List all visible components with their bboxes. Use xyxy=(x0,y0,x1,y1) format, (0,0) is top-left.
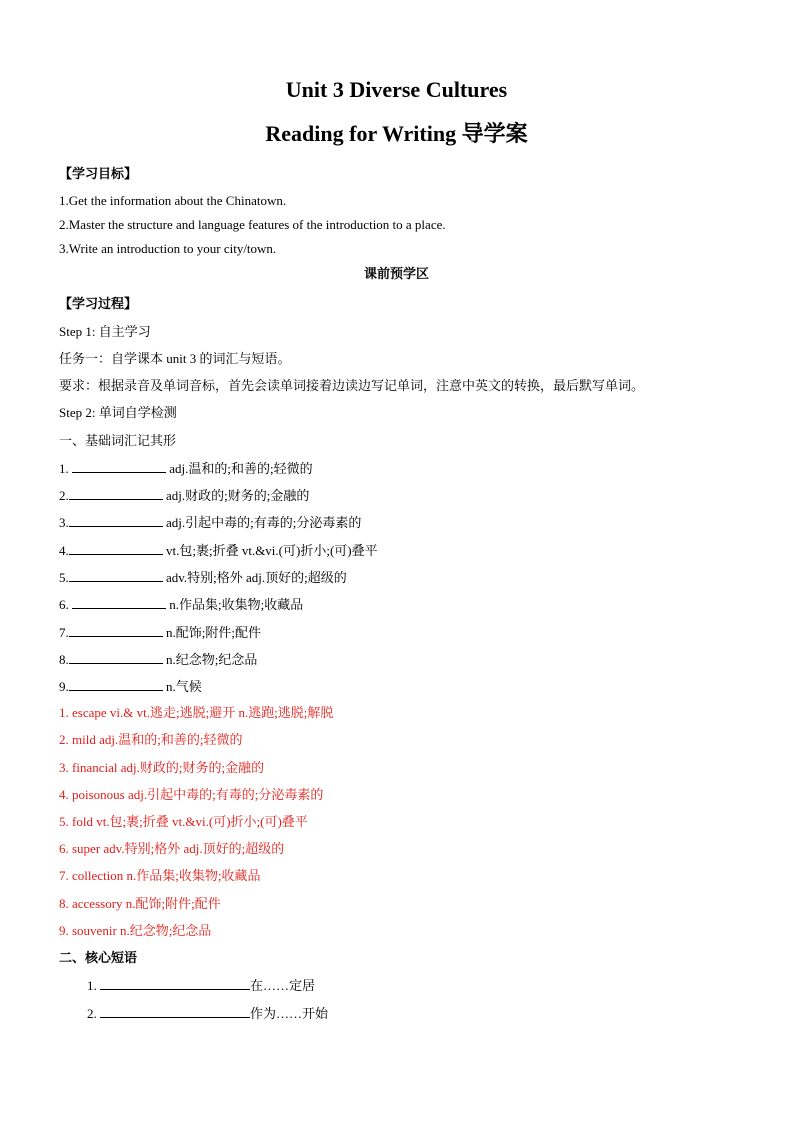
page-subtitle: Reading for Writing 导学案 xyxy=(265,121,528,146)
vocab-answer-blank[interactable] xyxy=(69,624,163,637)
step2-label: Step 2: 单词自学检测 xyxy=(59,405,177,420)
vocab-blank-row: 6. n.作品集;收集物;收藏品 xyxy=(59,597,304,612)
vocab-answer-line: 5. fold vt.包;裹;折叠 vt.&vi.(可)折小;(可)叠平 xyxy=(59,814,308,829)
phrase-row: 1. 在……定居 xyxy=(87,978,316,993)
vocab-answer-line: 9. souvenir n.纪念物;纪念品 xyxy=(59,923,212,938)
vocab-answer-blank[interactable] xyxy=(72,596,166,609)
objective-item: 3.Write an introduction to your city/town. xyxy=(59,241,277,256)
requirement-text: 要求：根据录音及单词音标，首先会读单词接着边读边写记单词，注意中英文的转换，最后默写单词。 xyxy=(59,378,645,393)
part1-heading: 一、基础词汇记其形 xyxy=(59,433,177,448)
vocab-answer-line: 7. collection n.作品集;收集物;收藏品 xyxy=(59,868,261,883)
vocab-answer-blank[interactable] xyxy=(69,542,163,555)
phrase-answer-blank[interactable] xyxy=(100,1005,250,1018)
vocab-blank-row: 3. adj.引起中毒的;有毒的;分泌毒素的 xyxy=(59,515,362,530)
vocab-answer-blank[interactable] xyxy=(69,514,163,527)
process-heading: 【学习过程】 xyxy=(59,296,138,311)
phrase-row: 2. 作为……开始 xyxy=(87,1006,329,1021)
vocab-answer-line: 4. poisonous adj.引起中毒的;有毒的;分泌毒素的 xyxy=(59,787,324,802)
page-title: Unit 3 Diverse Cultures xyxy=(285,77,508,102)
vocab-blank-row: 4. vt.包;裹;折叠 vt.&vi.(可)折小;(可)叠平 xyxy=(59,543,378,558)
objective-item: 2.Master the structure and language features of the introduction to a place. xyxy=(59,217,446,232)
vocab-blank-row: 8. n.纪念物;纪念品 xyxy=(59,652,258,667)
vocab-blank-row: 2. adj.财政的;财务的;金融的 xyxy=(59,488,310,503)
vocab-answer-blank[interactable] xyxy=(69,487,163,500)
phrases-heading: 二、核心短语 xyxy=(59,950,138,965)
vocab-answer-line: 8. accessory n.配饰;附件;配件 xyxy=(59,896,221,911)
phrase-answer-blank[interactable] xyxy=(100,977,250,990)
vocab-answer-line: 1. escape vi.& vt.逃走;逃脱;避开 n.逃跑;逃脱;解脱 xyxy=(59,705,334,720)
vocab-blank-row: 5. adv.特别;格外 adj.顶好的;超级的 xyxy=(59,570,347,585)
vocab-answer-blank[interactable] xyxy=(69,569,163,582)
vocab-blank-row: 1. adj.温和的;和善的;轻微的 xyxy=(59,461,313,476)
section-heading-preview: 课前预学区 xyxy=(363,266,429,281)
vocab-answer-blank[interactable] xyxy=(69,651,163,664)
vocab-answer-line: 2. mild adj.温和的;和善的;轻微的 xyxy=(59,732,243,747)
vocab-answer-blank[interactable] xyxy=(69,678,163,691)
vocab-answer-line: 6. super adv.特别;格外 adj.顶好的;超级的 xyxy=(59,841,285,856)
vocab-answer-line: 3. financial adj.财政的;财务的;金融的 xyxy=(59,760,265,775)
step1-label: Step 1: 自主学习 xyxy=(59,324,151,339)
task1-text: 任务一：自学课本 unit 3 的词汇与短语。 xyxy=(59,351,291,366)
objective-item: 1.Get the information about the Chinatown. xyxy=(59,193,287,208)
vocab-blank-row: 7. n.配饰;附件;配件 xyxy=(59,625,261,640)
vocab-answer-blank[interactable] xyxy=(72,460,166,473)
objectives-heading: 【学习目标】 xyxy=(59,166,138,181)
vocab-blank-row: 9. n.气候 xyxy=(59,679,202,694)
